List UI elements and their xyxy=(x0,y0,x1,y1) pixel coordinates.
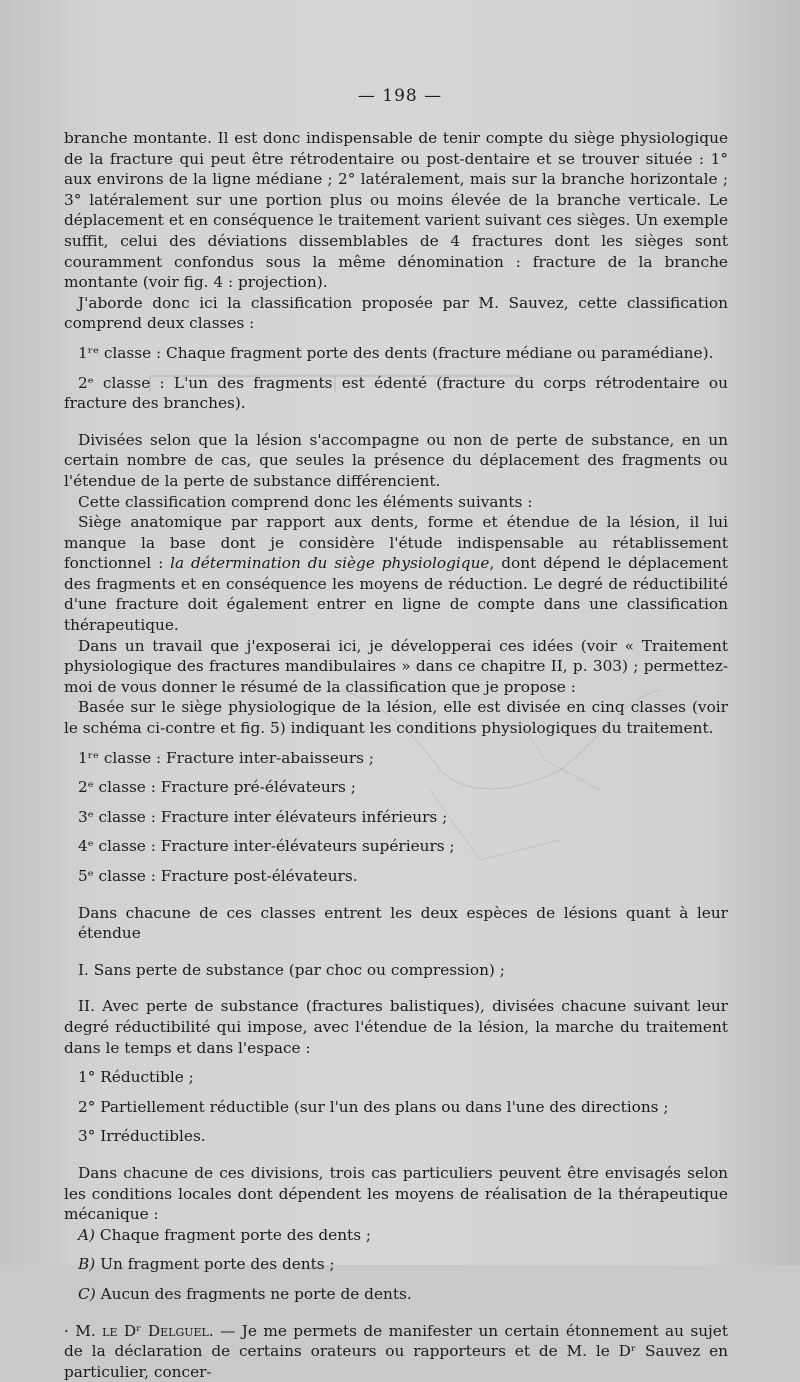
speaker-paragraph xyxy=(64,1321,728,1382)
paragraph-2: J'aborde donc ici la classification proposée par M. Sauvez, cette classification comprend deux classes : xyxy=(64,293,728,334)
p6-part-b: , dont dépend le déplacement des fragments et en conséquence les moyens de réduction. Le degré de réductibilité d'une fracture doit également entrer en ligne de compte dans une classification thérapeutique. xyxy=(64,554,728,634)
class-list-5: 5ᵉ classe : Fracture post-élévateurs. xyxy=(64,866,728,887)
lesion-type-2: II. Avec perte de substance (fractures balistiques), divisées chacune suivant leur degré réductibilité qui impose, avec l'étendue de la lésion, la marche du traitement dans le temps et dans l'espace : xyxy=(64,996,728,1058)
reductible-1: 1° Réductible ; xyxy=(64,1067,728,1088)
paragraph-cas: Dans chacune de ces divisions, trois cas particuliers peuvent être envisagés selon les conditions locales dont dépendent les moyens de réalisation de la thérapeutique mécanique : xyxy=(64,1163,728,1225)
class-list-3: 3ᵉ classe : Fracture inter élévateurs inférieurs ; xyxy=(64,807,728,828)
class-list-2: 2ᵉ classe : Fracture pré-élévateurs ; xyxy=(64,777,728,798)
reductible-2: 2° Partiellement réductible (sur l'un des plans ou dans l'une des directions ; xyxy=(64,1097,728,1118)
lesion-type-1: I. Sans perte de substance (par choc ou compression) ; xyxy=(64,960,728,981)
class-list-1: 1ʳᵉ classe : Fracture inter-abaisseurs ; xyxy=(64,748,728,769)
case-c xyxy=(64,1284,728,1305)
case-c-text: Aucun des fragments ne porte de dents. xyxy=(101,1285,412,1303)
speaker-name: · M. le Dʳ Delguel. xyxy=(64,1322,214,1340)
paragraph-divisions: Divisées selon que la lésion s'accompagne ou non de perte de substance, en un certain nombre de cas, que seules la présence du déplacement des fragments ou l'étendue de la perte de substance différencient. xyxy=(64,430,728,492)
p6-emphasis: la détermination du siège physiologique xyxy=(170,554,489,572)
paragraph-especes: Dans chacune de ces classes entrent les deux espèces de lésions quant à leur étendue xyxy=(64,903,728,944)
body-text xyxy=(64,128,728,1382)
class-1-item: 1ʳᵉ classe : Chaque fragment porte des dents (fracture médiane ou paramédiane). xyxy=(64,343,728,364)
p6-part-a: Siège anatomique par rapport aux dents, forme et étendue de la lésion, il lui manque la base dont je considère l'étude indispensable au rétablissement fonctionnel : xyxy=(64,513,728,572)
paragraph-travail: Dans un travail que j'exposerai ici, je développerai ces idées (voir « Traitement physiologique des fractures mandibulaires » dans ce chapitre II, p. 303) ; permettez-moi de vous donner le résumé de la classification que je propose : xyxy=(64,636,728,698)
paragraph-elements: Cette classification comprend donc les éléments suivants : xyxy=(64,492,728,513)
paragraph-basee: Basée sur le siège physiologique de la lésion, elle est divisée en cinq classes (voir le schéma ci-contre et fig. 5) indiquant les conditions physiologiques du traitement. xyxy=(64,697,728,738)
case-a xyxy=(64,1225,728,1246)
page-number: — 198 — xyxy=(0,86,800,106)
paragraph-1: branche montante. Il est donc indispensable de tenir compte du siège physiologique de la fracture qui peut être rétrodentaire ou post-dentaire et se trouver située : 1° aux environs de la ligne médiane ; 2° latéralement, mais sur la branche horizontale ; 3° latéralement sur une portion plus ou moins élevée de la branche verticale. Le déplacement et en conséquence le traitement varient suivant ces sièges. Un exemple suffit, celui des déviations dissemblables de 4 fractures dont les sièges sont couramment confondus sous la même dénomination : fracture de la branche montante (voir fig. 4 : projection). xyxy=(64,128,728,293)
case-c-label: C) xyxy=(78,1285,96,1303)
class-list-4: 4ᵉ classe : Fracture inter-élévateurs supérieurs ; xyxy=(64,836,728,857)
case-b-text: Un fragment porte des dents ; xyxy=(100,1255,335,1273)
paragraph-siege xyxy=(64,512,728,636)
case-b-label: B) xyxy=(78,1255,95,1273)
class-2-item: 2ᵉ classe : L'un des fragments est édenté (fracture du corps rétrodentaire ou fracture des branches). xyxy=(64,373,728,414)
reductible-3: 3° Irréductibles. xyxy=(64,1126,728,1147)
case-a-label: A) xyxy=(78,1226,95,1244)
case-a-text: Chaque fragment porte des dents ; xyxy=(100,1226,371,1244)
speaker-text: — Je me permets de manifester un certain étonnement au sujet de la déclaration de certains orateurs ou rapporteurs et de M. le Dʳ Sauvez en particulier, concer- xyxy=(64,1322,728,1381)
